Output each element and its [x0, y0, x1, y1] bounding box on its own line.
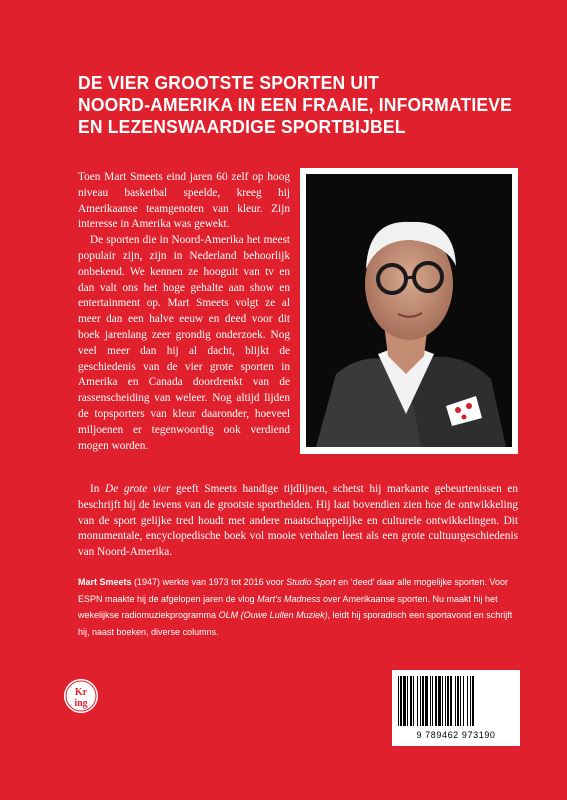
bio-italic-1: Studio Sport [286, 577, 336, 587]
main-paragraph-rest: geeft Smeets handige tijdlijnen, schetst hij markante gebeurtenissen en beschrijft hij de levens van de grootste sporthelden. Hij laat bovendien zien hoe de ontwikkeling van de sport gelijke tred houdt met andere maatschappelijke en culturele ontwikkelingen. Dit monumentale, encyclopedische boek vol mooie verhalen leest als een grote cultuurgeschiedenis van Noord-Amerika. [78, 483, 518, 559]
author-bio [78, 574, 518, 640]
main-paragraph [78, 482, 518, 561]
bio-italic-2: Mart’s Madness [257, 593, 321, 604]
author-photo [306, 174, 512, 447]
intro-paragraph-1: Toen Mart Smeets eind jaren 60 zelf op hoog niveau basketbal speelde, kreeg hij Amerikaanse teamgenoten van kleur. Zijn interesse in Amerika was gewekt. [78, 171, 290, 231]
headline-line-2: NOORD-AMERIKA IN EEN FRAAIE, INFORMATIEVE [78, 94, 513, 116]
barcode-bars [392, 670, 520, 730]
bio-text-3: over Amerikaanse sporten. Nu maakt hij het wekelijkse radiomuziekprogramma [78, 593, 498, 620]
book-title: De grote vier [105, 483, 171, 495]
isbn-barcode [392, 670, 520, 746]
bio-text-2: en ‘deed’ daar alle mogelijke sporten. Voor ESPN maakte hij de afgelopen jaren de vlog [78, 577, 508, 604]
main-paragraph-lead: In [90, 483, 106, 495]
headline [78, 72, 518, 138]
headline-line-1: DE VIER GROOTSTE SPORTEN UIT [78, 72, 380, 93]
bio-text-4: , leidt hij sporadisch een sportavond en schrijft hij, naast boeken, diverse columns. [78, 610, 513, 637]
author-name: Mart Smeets [78, 577, 132, 587]
bio-text-1: (1947) werkte van 1973 tot 2016 voor [131, 577, 287, 587]
intro-text [78, 170, 290, 454]
publisher-logo-graphic [64, 679, 98, 713]
svg-text:Kr: Kr [74, 687, 88, 698]
author-portrait-image [306, 174, 512, 447]
publisher-logo-icon [64, 679, 98, 713]
bio-italic-3: OLM (Ouwe Lullen Muziek) [218, 610, 328, 620]
headline-line-3: EN LEZENSWAARDIGE SPORTBIJBEL [78, 116, 406, 138]
isbn-number: 9 789462 973190 [416, 730, 496, 740]
author-photo-frame [300, 168, 518, 454]
svg-text:ing: ing [74, 698, 88, 709]
intro-paragraph-2: De sporten die in Noord-Amerika het meest populair zijn, zijn in Nederland behoorlijk onbekend. We kennen ze hooguit van tv en dan valt ons het hoge gehalte aan show en entertainment op. Mart Smeets volgt ze al meer dan een halve eeuw en deed voor dit boek jarenlang zeer grondig onderzoek. Nog veel meer dan hij al dacht, blijkt de geschiedenis van de vier grote sporten in Amerika en Canada doordrenkt van de rassenscheiding van weleer. Nog altijd lijden de topsporters van kleur daaronder, hoeveel miljoenen er tegenwoordig ook verdiend mogen worden. [78, 234, 290, 452]
